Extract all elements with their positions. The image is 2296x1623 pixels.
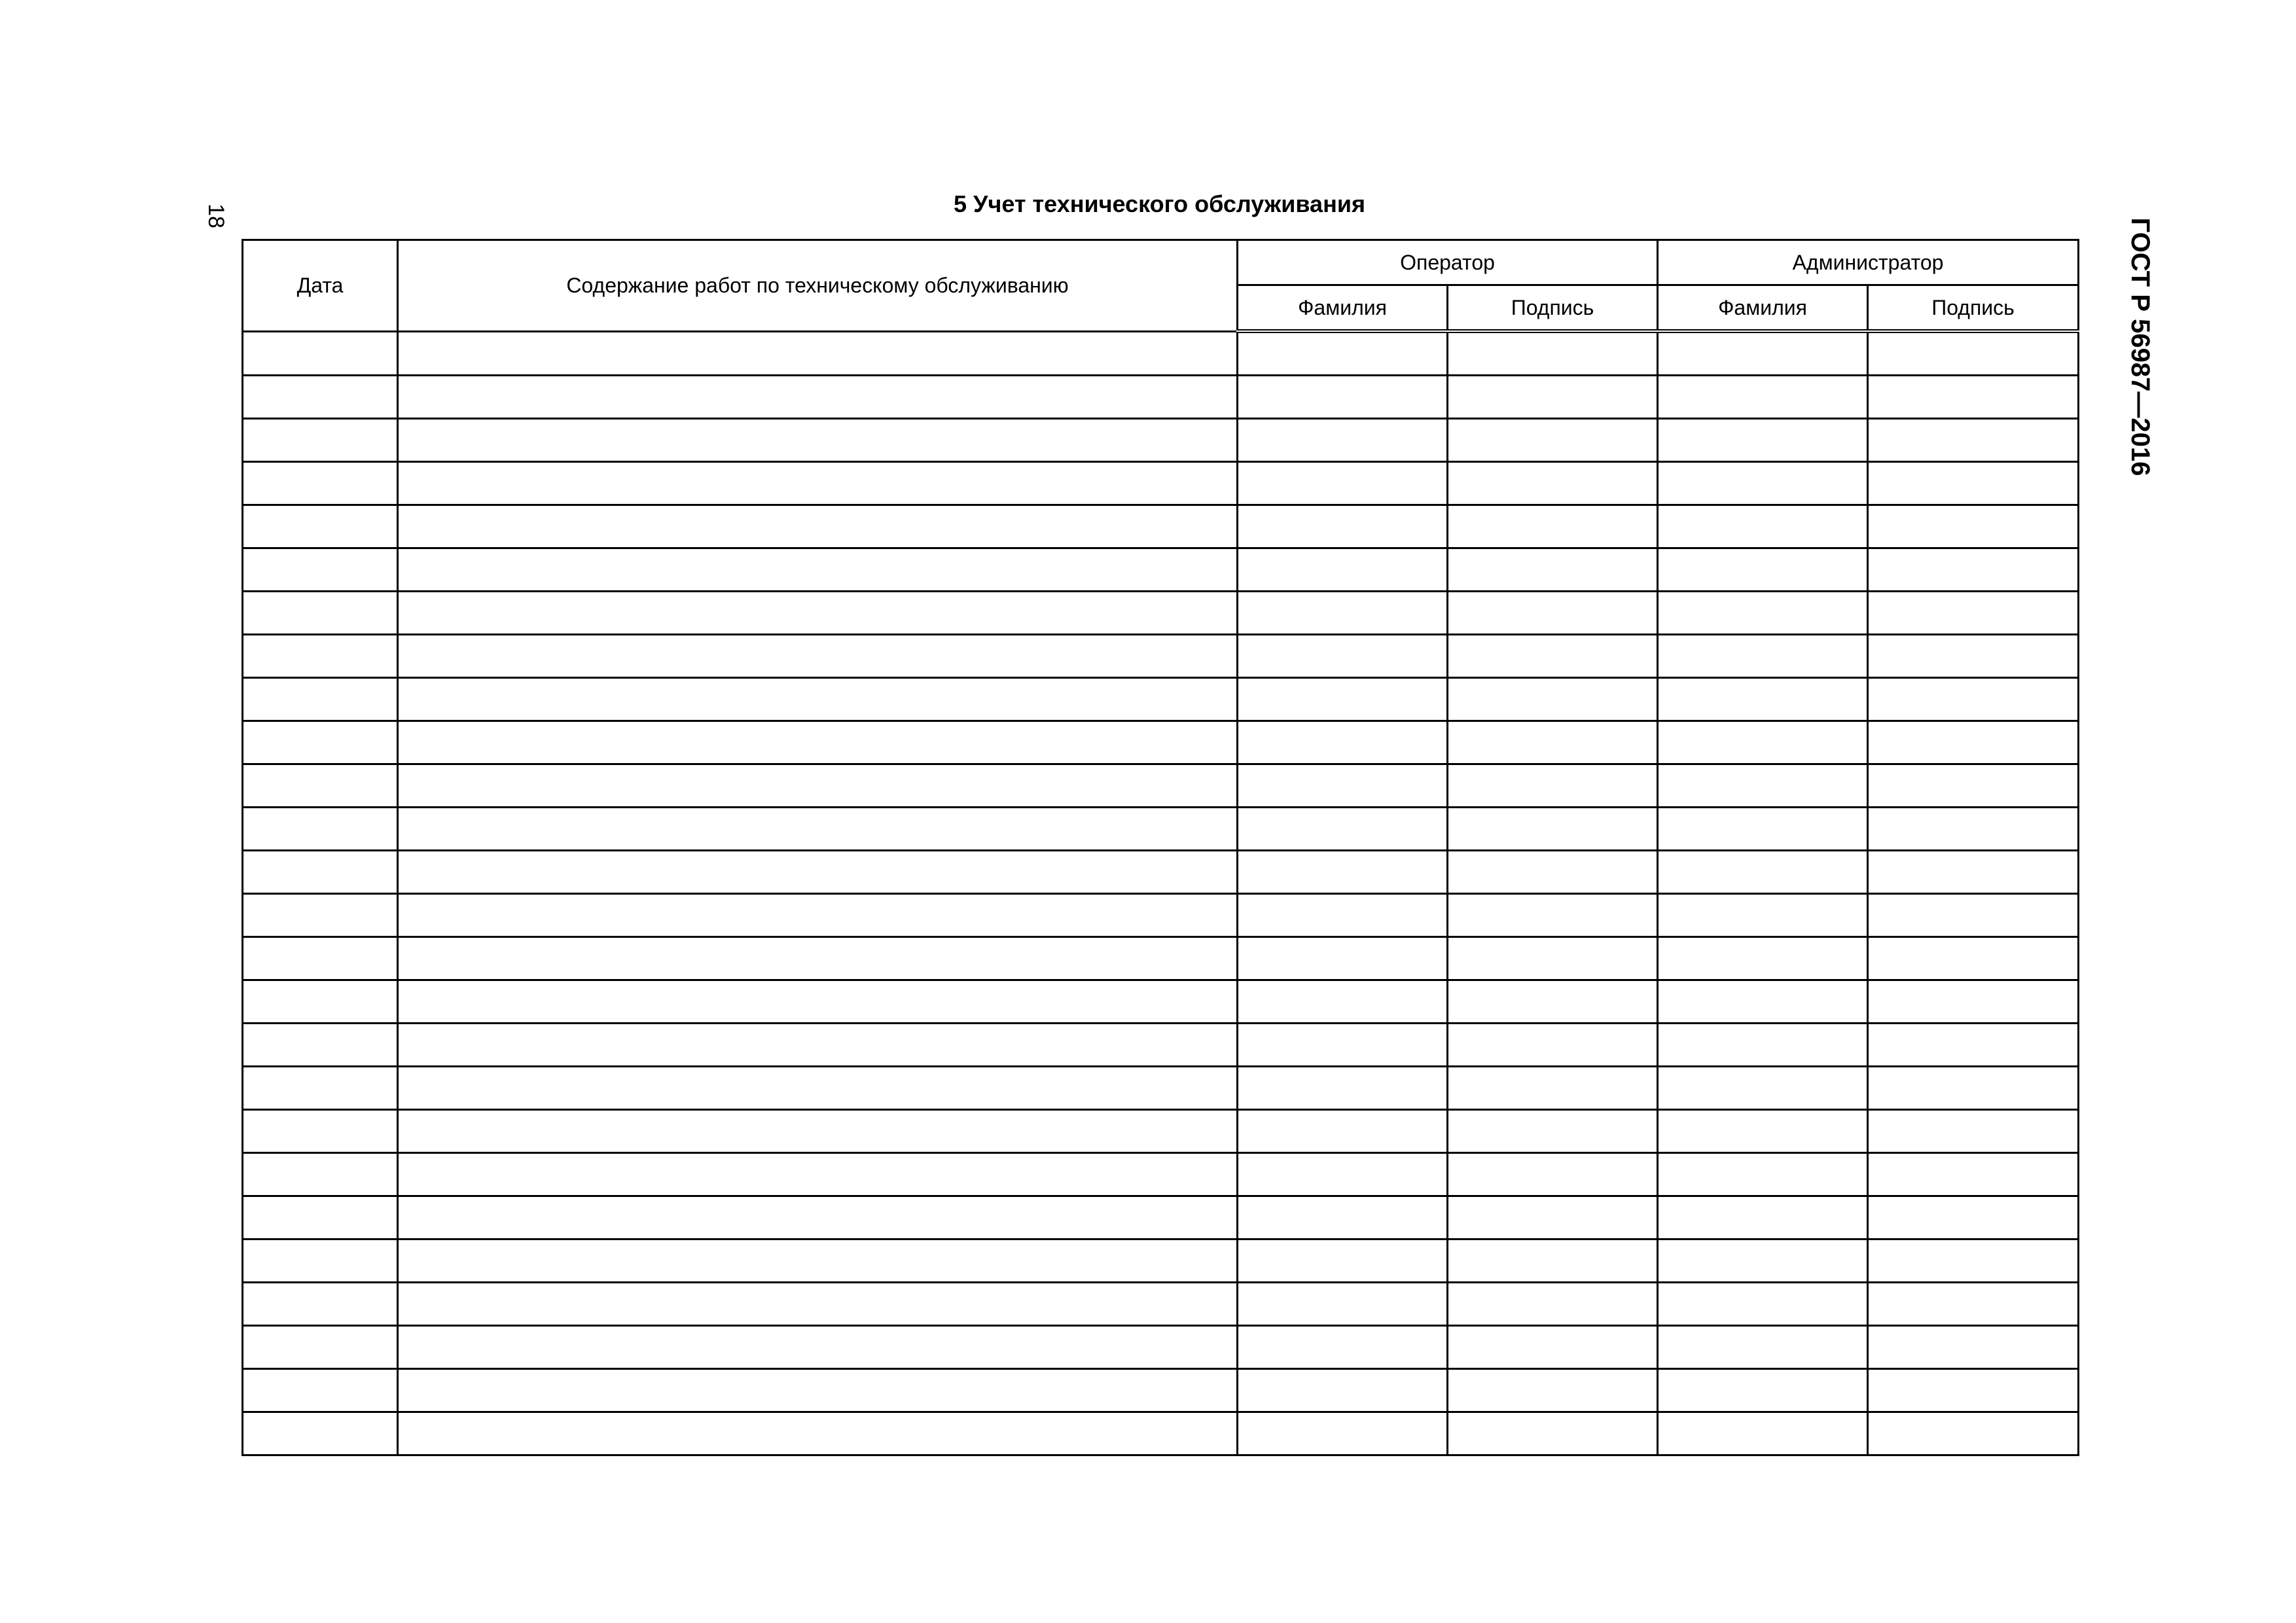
administrator-signature-cell — [1868, 894, 2079, 937]
operator-signature-cell — [1448, 1283, 1658, 1326]
header-date: Дата — [243, 240, 398, 332]
administrator-signature-cell — [1868, 1024, 2079, 1067]
date-cell — [243, 1024, 398, 1067]
work-content-cell — [398, 1369, 1238, 1412]
date-cell — [243, 548, 398, 592]
operator-surname-cell — [1238, 980, 1448, 1024]
table-row — [243, 980, 2079, 1024]
table-row — [243, 937, 2079, 980]
header-work-content: Содержание работ по техническому обслуживанию — [398, 240, 1238, 332]
table-row — [243, 419, 2079, 462]
header-administrator-surname: Фамилия — [1658, 285, 1868, 332]
table-row — [243, 1326, 2079, 1369]
table-row — [243, 721, 2079, 764]
date-cell — [243, 980, 398, 1024]
table-row — [243, 764, 2079, 808]
administrator-signature-cell — [1868, 937, 2079, 980]
work-content-cell — [398, 1110, 1238, 1153]
administrator-signature-cell — [1868, 505, 2079, 548]
administrator-signature-cell — [1868, 331, 2079, 376]
administrator-surname-cell — [1658, 462, 1868, 505]
operator-signature-cell — [1448, 592, 1658, 635]
operator-signature-cell — [1448, 808, 1658, 851]
administrator-signature-cell — [1868, 376, 2079, 419]
date-cell — [243, 1110, 398, 1153]
operator-signature-cell — [1448, 1067, 1658, 1110]
header-row-primary — [243, 240, 2079, 285]
administrator-signature-cell — [1868, 1326, 2079, 1369]
work-content-cell — [398, 1024, 1238, 1067]
work-content-cell — [398, 937, 1238, 980]
administrator-surname-cell — [1658, 1153, 1868, 1196]
operator-surname-cell — [1238, 1067, 1448, 1110]
table-row — [243, 1283, 2079, 1326]
administrator-surname-cell — [1658, 376, 1868, 419]
operator-signature-cell — [1448, 678, 1658, 721]
operator-surname-cell — [1238, 721, 1448, 764]
work-content-cell — [398, 1067, 1238, 1110]
administrator-signature-cell — [1868, 808, 2079, 851]
date-cell — [243, 1369, 398, 1412]
table-row — [243, 808, 2079, 851]
table-row — [243, 678, 2079, 721]
administrator-surname-cell — [1658, 1283, 1868, 1326]
date-cell — [243, 1067, 398, 1110]
table-row — [243, 548, 2079, 592]
administrator-signature-cell — [1868, 592, 2079, 635]
work-content-cell — [398, 1412, 1238, 1455]
administrator-signature-cell — [1868, 678, 2079, 721]
page-number: 18 — [204, 204, 229, 228]
work-content-cell — [398, 1283, 1238, 1326]
administrator-surname-cell — [1658, 592, 1868, 635]
operator-signature-cell — [1448, 851, 1658, 894]
operator-signature-cell — [1448, 376, 1658, 419]
administrator-surname-cell — [1658, 980, 1868, 1024]
work-content-cell — [398, 462, 1238, 505]
work-content-cell — [398, 1153, 1238, 1196]
administrator-surname-cell — [1658, 764, 1868, 808]
header-operator-surname: Фамилия — [1238, 285, 1448, 332]
table-row — [243, 1067, 2079, 1110]
date-cell — [243, 1326, 398, 1369]
administrator-signature-cell — [1868, 1067, 2079, 1110]
work-content-cell — [398, 894, 1238, 937]
table-row — [243, 376, 2079, 419]
administrator-surname-cell — [1658, 419, 1868, 462]
operator-signature-cell — [1448, 505, 1658, 548]
operator-signature-cell — [1448, 635, 1658, 678]
operator-surname-cell — [1238, 894, 1448, 937]
work-content-cell — [398, 376, 1238, 419]
work-content-cell — [398, 1240, 1238, 1283]
date-cell — [243, 721, 398, 764]
date-cell — [243, 764, 398, 808]
work-content-cell — [398, 1196, 1238, 1240]
administrator-surname-cell — [1658, 808, 1868, 851]
operator-surname-cell — [1238, 376, 1448, 419]
header-administrator: Администратор — [1658, 240, 2079, 285]
date-cell — [243, 376, 398, 419]
administrator-surname-cell — [1658, 1240, 1868, 1283]
operator-surname-cell — [1238, 1412, 1448, 1455]
work-content-cell — [398, 851, 1238, 894]
administrator-surname-cell — [1658, 937, 1868, 980]
administrator-surname-cell — [1658, 678, 1868, 721]
work-content-cell — [398, 635, 1238, 678]
date-cell — [243, 331, 398, 376]
work-content-cell — [398, 764, 1238, 808]
administrator-signature-cell — [1868, 1110, 2079, 1153]
operator-signature-cell — [1448, 1110, 1658, 1153]
operator-surname-cell — [1238, 331, 1448, 376]
administrator-surname-cell — [1658, 1024, 1868, 1067]
date-cell — [243, 894, 398, 937]
administrator-surname-cell — [1658, 721, 1868, 764]
table-row — [243, 1412, 2079, 1455]
table-row — [243, 331, 2079, 376]
administrator-surname-cell — [1658, 1369, 1868, 1412]
operator-signature-cell — [1448, 894, 1658, 937]
operator-surname-cell — [1238, 764, 1448, 808]
administrator-surname-cell — [1658, 1196, 1868, 1240]
operator-surname-cell — [1238, 1196, 1448, 1240]
operator-signature-cell — [1448, 419, 1658, 462]
header-operator: Оператор — [1238, 240, 1658, 285]
administrator-signature-cell — [1868, 635, 2079, 678]
date-cell — [243, 635, 398, 678]
date-cell — [243, 851, 398, 894]
administrator-signature-cell — [1868, 1240, 2079, 1283]
operator-surname-cell — [1238, 505, 1448, 548]
work-content-cell — [398, 548, 1238, 592]
operator-surname-cell — [1238, 419, 1448, 462]
operator-surname-cell — [1238, 1283, 1448, 1326]
date-cell — [243, 592, 398, 635]
operator-signature-cell — [1448, 462, 1658, 505]
table-row — [243, 635, 2079, 678]
operator-surname-cell — [1238, 548, 1448, 592]
maintenance-log-table — [242, 239, 2079, 1456]
work-content-cell — [398, 419, 1238, 462]
header-administrator-signature: Подпись — [1868, 285, 2079, 332]
operator-surname-cell — [1238, 937, 1448, 980]
administrator-surname-cell — [1658, 894, 1868, 937]
operator-signature-cell — [1448, 331, 1658, 376]
operator-surname-cell — [1238, 1110, 1448, 1153]
administrator-signature-cell — [1868, 1196, 2079, 1240]
administrator-surname-cell — [1658, 331, 1868, 376]
table-row — [243, 462, 2079, 505]
administrator-surname-cell — [1658, 548, 1868, 592]
operator-signature-cell — [1448, 1240, 1658, 1283]
administrator-surname-cell — [1658, 1412, 1868, 1455]
date-cell — [243, 808, 398, 851]
administrator-surname-cell — [1658, 1110, 1868, 1153]
administrator-signature-cell — [1868, 548, 2079, 592]
operator-surname-cell — [1238, 1240, 1448, 1283]
administrator-surname-cell — [1658, 1326, 1868, 1369]
table-row — [243, 894, 2079, 937]
administrator-surname-cell — [1658, 1067, 1868, 1110]
work-content-cell — [398, 1326, 1238, 1369]
administrator-signature-cell — [1868, 851, 2079, 894]
administrator-signature-cell — [1868, 721, 2079, 764]
date-cell — [243, 462, 398, 505]
table-row — [243, 1240, 2079, 1283]
date-cell — [243, 505, 398, 548]
operator-signature-cell — [1448, 1024, 1658, 1067]
work-content-cell — [398, 331, 1238, 376]
administrator-signature-cell — [1868, 419, 2079, 462]
work-content-cell — [398, 678, 1238, 721]
administrator-signature-cell — [1868, 1283, 2079, 1326]
administrator-signature-cell — [1868, 764, 2079, 808]
work-content-cell — [398, 505, 1238, 548]
administrator-signature-cell — [1868, 980, 2079, 1024]
table-row — [243, 1153, 2079, 1196]
work-content-cell — [398, 721, 1238, 764]
operator-signature-cell — [1448, 1326, 1658, 1369]
table-row — [243, 1110, 2079, 1153]
table-row — [243, 1369, 2079, 1412]
operator-surname-cell — [1238, 1369, 1448, 1412]
administrator-surname-cell — [1658, 505, 1868, 548]
table-row — [243, 1024, 2079, 1067]
administrator-surname-cell — [1658, 635, 1868, 678]
operator-signature-cell — [1448, 980, 1658, 1024]
operator-surname-cell — [1238, 1024, 1448, 1067]
operator-surname-cell — [1238, 678, 1448, 721]
operator-surname-cell — [1238, 635, 1448, 678]
operator-signature-cell — [1448, 1196, 1658, 1240]
operator-surname-cell — [1238, 1326, 1448, 1369]
operator-surname-cell — [1238, 808, 1448, 851]
administrator-surname-cell — [1658, 851, 1868, 894]
operator-signature-cell — [1448, 764, 1658, 808]
date-cell — [243, 1196, 398, 1240]
administrator-signature-cell — [1868, 1369, 2079, 1412]
work-content-cell — [398, 592, 1238, 635]
date-cell — [243, 1412, 398, 1455]
operator-surname-cell — [1238, 1153, 1448, 1196]
administrator-signature-cell — [1868, 1412, 2079, 1455]
operator-surname-cell — [1238, 592, 1448, 635]
document-code: ГОСТ Р 56987—2016 — [2126, 217, 2155, 476]
operator-signature-cell — [1448, 721, 1658, 764]
table-row — [243, 1196, 2079, 1240]
table-row — [243, 592, 2079, 635]
table-body — [243, 331, 2079, 1455]
date-cell — [243, 1283, 398, 1326]
work-content-cell — [398, 980, 1238, 1024]
table-row — [243, 505, 2079, 548]
operator-surname-cell — [1238, 851, 1448, 894]
table-row — [243, 851, 2079, 894]
administrator-signature-cell — [1868, 1153, 2079, 1196]
date-cell — [243, 937, 398, 980]
operator-signature-cell — [1448, 1369, 1658, 1412]
operator-signature-cell — [1448, 937, 1658, 980]
work-content-cell — [398, 808, 1238, 851]
operator-signature-cell — [1448, 548, 1658, 592]
administrator-signature-cell — [1868, 462, 2079, 505]
section-title: 5 Учет технического обслуживания — [954, 190, 1365, 217]
header-operator-signature: Подпись — [1448, 285, 1658, 332]
operator-signature-cell — [1448, 1153, 1658, 1196]
date-cell — [243, 419, 398, 462]
date-cell — [243, 678, 398, 721]
date-cell — [243, 1153, 398, 1196]
operator-signature-cell — [1448, 1412, 1658, 1455]
operator-surname-cell — [1238, 462, 1448, 505]
date-cell — [243, 1240, 398, 1283]
